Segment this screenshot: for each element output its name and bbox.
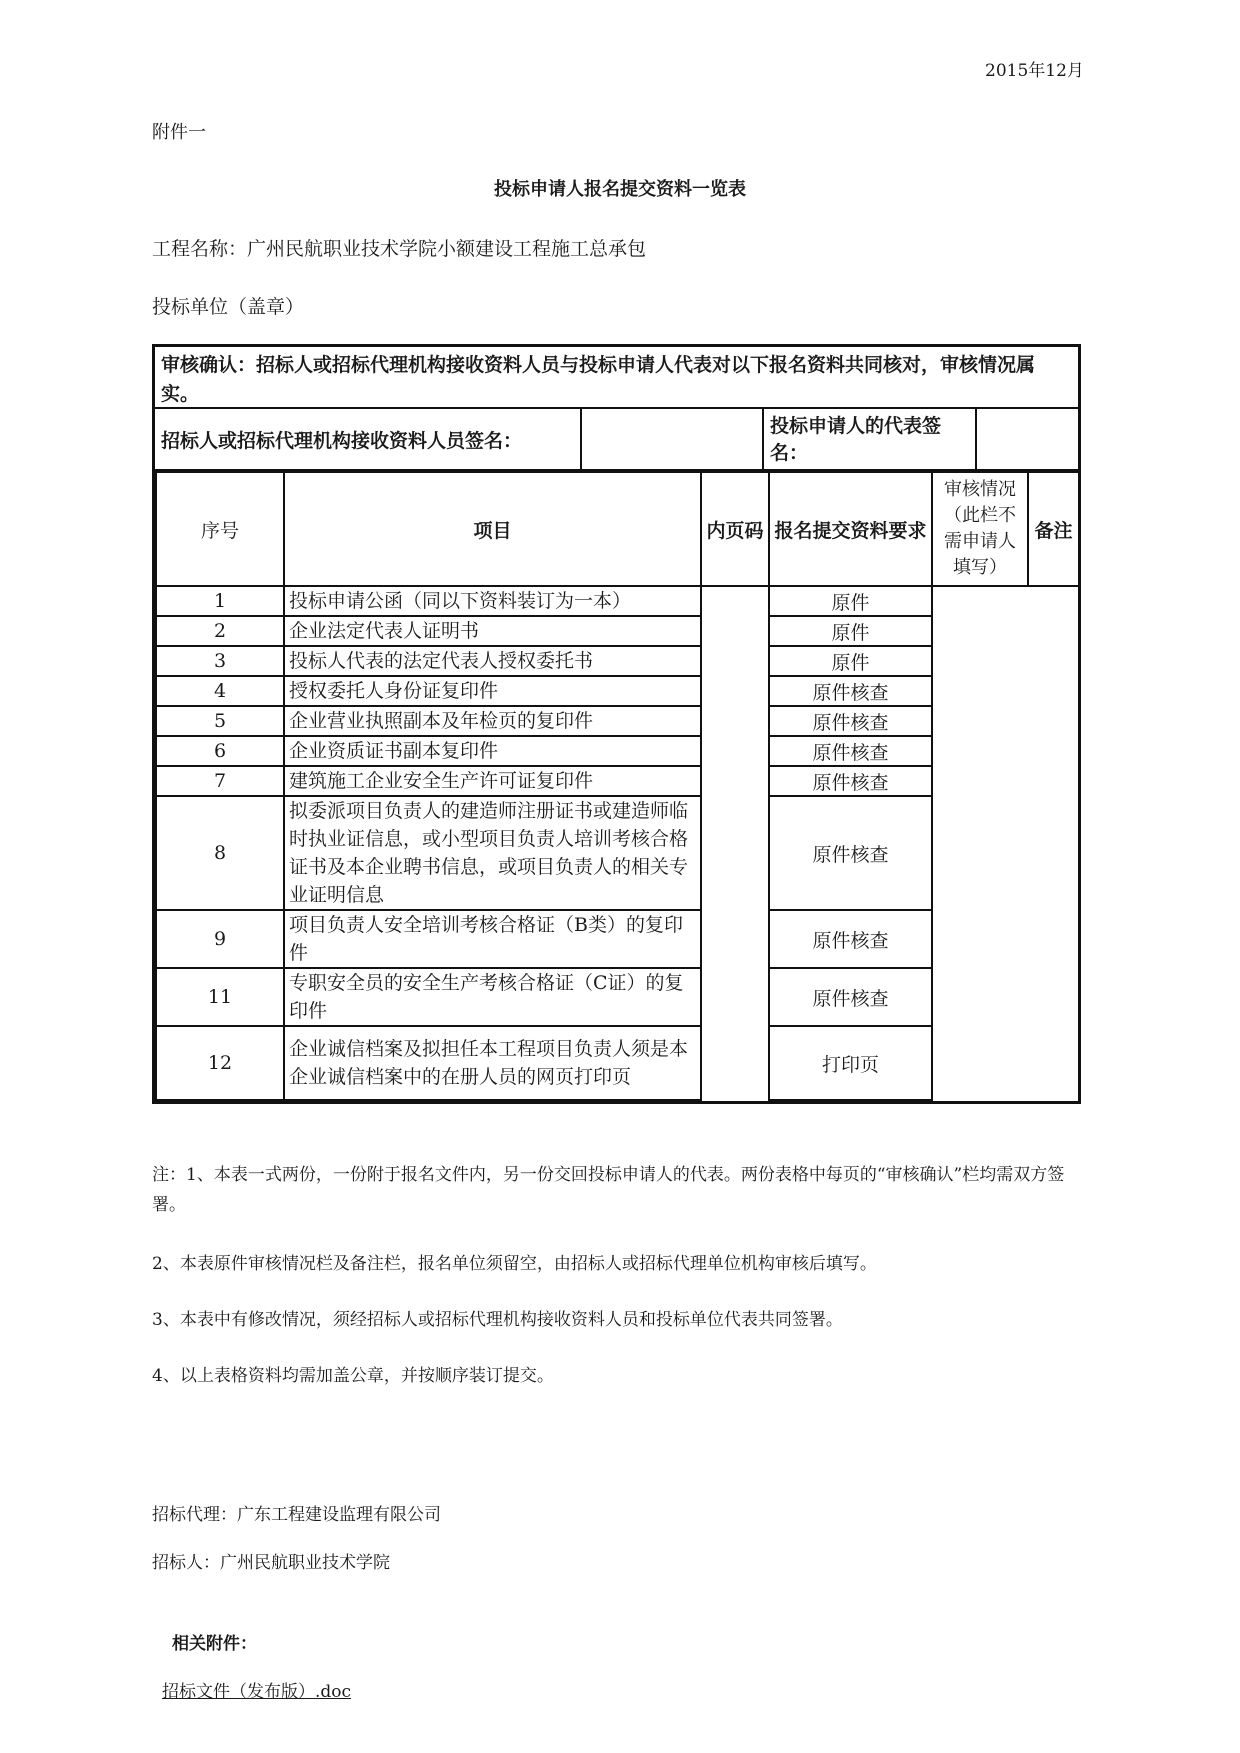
- row-review-cell: [932, 1026, 1028, 1100]
- row-remark-cell: [1028, 968, 1079, 1026]
- row-review-cell: [932, 796, 1028, 910]
- row-page-cell: [701, 646, 769, 676]
- table-row: [156, 736, 1079, 766]
- row-number: 12: [156, 1026, 284, 1100]
- row-number: 5: [156, 706, 284, 736]
- row-item: 拟委派项目负责人的建造师注册证书或建造师临时执业证信息，或小型项目负责人培训考核合格证书及本企业聘书信息，或项目负责人的相关专业证明信息: [284, 796, 701, 910]
- row-number: 1: [156, 586, 284, 616]
- row-requirement: 原件核查: [769, 968, 932, 1026]
- row-requirement: 原件核查: [769, 676, 932, 706]
- row-page-cell: [701, 676, 769, 706]
- project-name: 工程名称：广州民航职业技术学院小额建设工程施工总承包: [152, 238, 647, 260]
- row-remark-cell: [1028, 586, 1079, 616]
- row-review-cell: [932, 586, 1028, 616]
- table-body: [156, 586, 1079, 1100]
- row-page-cell: [701, 706, 769, 736]
- document-date: 2015年12月: [985, 61, 1084, 81]
- receiver-signature-field[interactable]: [582, 409, 764, 469]
- row-number: 6: [156, 736, 284, 766]
- row-requirement: 原件核查: [769, 736, 932, 766]
- table-row: [156, 646, 1079, 676]
- row-number: 8: [156, 796, 284, 910]
- row-number: 9: [156, 910, 284, 968]
- row-requirement: 打印页: [769, 1026, 932, 1100]
- row-review-cell: [932, 910, 1028, 968]
- receiver-signature-label: 招标人或招标代理机构接收资料人员签名：: [155, 409, 582, 469]
- attachments-label: 相关附件：: [172, 1634, 257, 1654]
- row-review-cell: [932, 616, 1028, 646]
- review-confirmation-text: 审核确认：招标人或招标代理机构接收资料人员与投标申请人代表对以下报名资料共同核对，审核情况属实。: [155, 347, 1078, 409]
- col-header-requirement: 报名提交资料要求: [769, 472, 932, 586]
- col-header-review: 审核情况（此栏不需申请人填写）: [932, 472, 1028, 586]
- row-page-cell: [701, 910, 769, 968]
- attachment-link[interactable]: 招标文件（发布版）.doc: [162, 1682, 352, 1702]
- row-remark-cell: [1028, 1026, 1079, 1100]
- row-remark-cell: [1028, 616, 1079, 646]
- row-number: 2: [156, 616, 284, 646]
- table-row: [156, 616, 1079, 646]
- items-table: [155, 471, 1080, 1101]
- row-remark-cell: [1028, 766, 1079, 796]
- document-title: 投标申请人报名提交资料一览表: [494, 179, 746, 200]
- row-remark-cell: [1028, 736, 1079, 766]
- table-row: [156, 910, 1079, 968]
- note-3: 3、本表中有修改情况，须经招标人或招标代理机构接收资料人员和投标单位代表共同签署。: [152, 1310, 843, 1330]
- annex-label: 附件一: [152, 122, 206, 143]
- tender-agent: 招标代理：广东工程建设监理有限公司: [152, 1505, 441, 1525]
- row-page-cell: [701, 968, 769, 1026]
- row-remark-cell: [1028, 676, 1079, 706]
- row-page-cell: [701, 1026, 769, 1100]
- table-row: [156, 706, 1079, 736]
- row-remark-cell: [1028, 910, 1079, 968]
- row-remark-cell: [1028, 646, 1079, 676]
- applicant-signature-label: 投标申请人的代表签名：: [764, 409, 977, 469]
- row-item: 企业营业执照副本及年检页的复印件: [284, 706, 701, 736]
- row-page-cell: [701, 616, 769, 646]
- row-page-cell: [701, 586, 769, 616]
- bid-unit-label: 投标单位（盖章）: [152, 296, 305, 318]
- note-2: 2、本表原件审核情况栏及备注栏，报名单位须留空，由招标人或招标代理单位机构审核后填写。: [152, 1254, 877, 1274]
- row-item: 项目负责人安全培训考核合格证（B类）的复印件: [284, 910, 701, 968]
- note-1: 注：1、本表一式两份，一份附于报名文件内，另一份交回投标申请人的代表。两份表格中每页的“审核确认”栏均需双方签署。: [152, 1165, 1065, 1215]
- row-review-cell: [932, 676, 1028, 706]
- row-item: 专职安全员的安全生产考核合格证（C证）的复印件: [284, 968, 701, 1026]
- table-row: [156, 796, 1079, 910]
- row-item: 企业法定代表人证明书: [284, 616, 701, 646]
- row-number: 11: [156, 968, 284, 1026]
- col-header-no: 序号: [156, 472, 284, 586]
- row-item: 投标申请公函（同以下资料装订为一本）: [284, 586, 701, 616]
- table-row: [156, 968, 1079, 1026]
- applicant-signature-field[interactable]: [977, 409, 1078, 469]
- row-requirement: 原件: [769, 586, 932, 616]
- row-review-cell: [932, 766, 1028, 796]
- row-item: 企业诚信档案及拟担任本工程项目负责人须是本企业诚信档案中的在册人员的网页打印页: [284, 1026, 701, 1100]
- row-number: 3: [156, 646, 284, 676]
- tenderer: 招标人：广州民航职业技术学院: [152, 1553, 390, 1573]
- table-header-row: [156, 472, 1079, 586]
- row-review-cell: [932, 646, 1028, 676]
- row-requirement: 原件核查: [769, 706, 932, 736]
- table-row: [156, 586, 1079, 616]
- col-header-page: 内页码: [701, 472, 769, 586]
- row-requirement: 原件核查: [769, 910, 932, 968]
- row-remark-cell: [1028, 796, 1079, 910]
- row-item: 建筑施工企业安全生产许可证复印件: [284, 766, 701, 796]
- row-remark-cell: [1028, 706, 1079, 736]
- row-item: 授权委托人身份证复印件: [284, 676, 701, 706]
- row-number: 7: [156, 766, 284, 796]
- signature-row: [155, 409, 1078, 471]
- note-4: 4、以上表格资料均需加盖公章，并按顺序装订提交。: [152, 1366, 554, 1386]
- row-item: 企业资质证书副本复印件: [284, 736, 701, 766]
- row-item: 投标人代表的法定代表人授权委托书: [284, 646, 701, 676]
- row-page-cell: [701, 736, 769, 766]
- table-row: [156, 1026, 1079, 1100]
- row-review-cell: [932, 968, 1028, 1026]
- submission-form: [152, 344, 1081, 1104]
- row-review-cell: [932, 706, 1028, 736]
- row-number: 4: [156, 676, 284, 706]
- row-requirement: 原件核查: [769, 796, 932, 910]
- row-page-cell: [701, 766, 769, 796]
- col-header-remark: 备注: [1028, 472, 1079, 586]
- row-review-cell: [932, 736, 1028, 766]
- row-page-cell: [701, 796, 769, 910]
- row-requirement: 原件: [769, 616, 932, 646]
- col-header-item: 项目: [284, 472, 701, 586]
- table-row: [156, 766, 1079, 796]
- row-requirement: 原件: [769, 646, 932, 676]
- table-row: [156, 676, 1079, 706]
- row-requirement: 原件核查: [769, 766, 932, 796]
